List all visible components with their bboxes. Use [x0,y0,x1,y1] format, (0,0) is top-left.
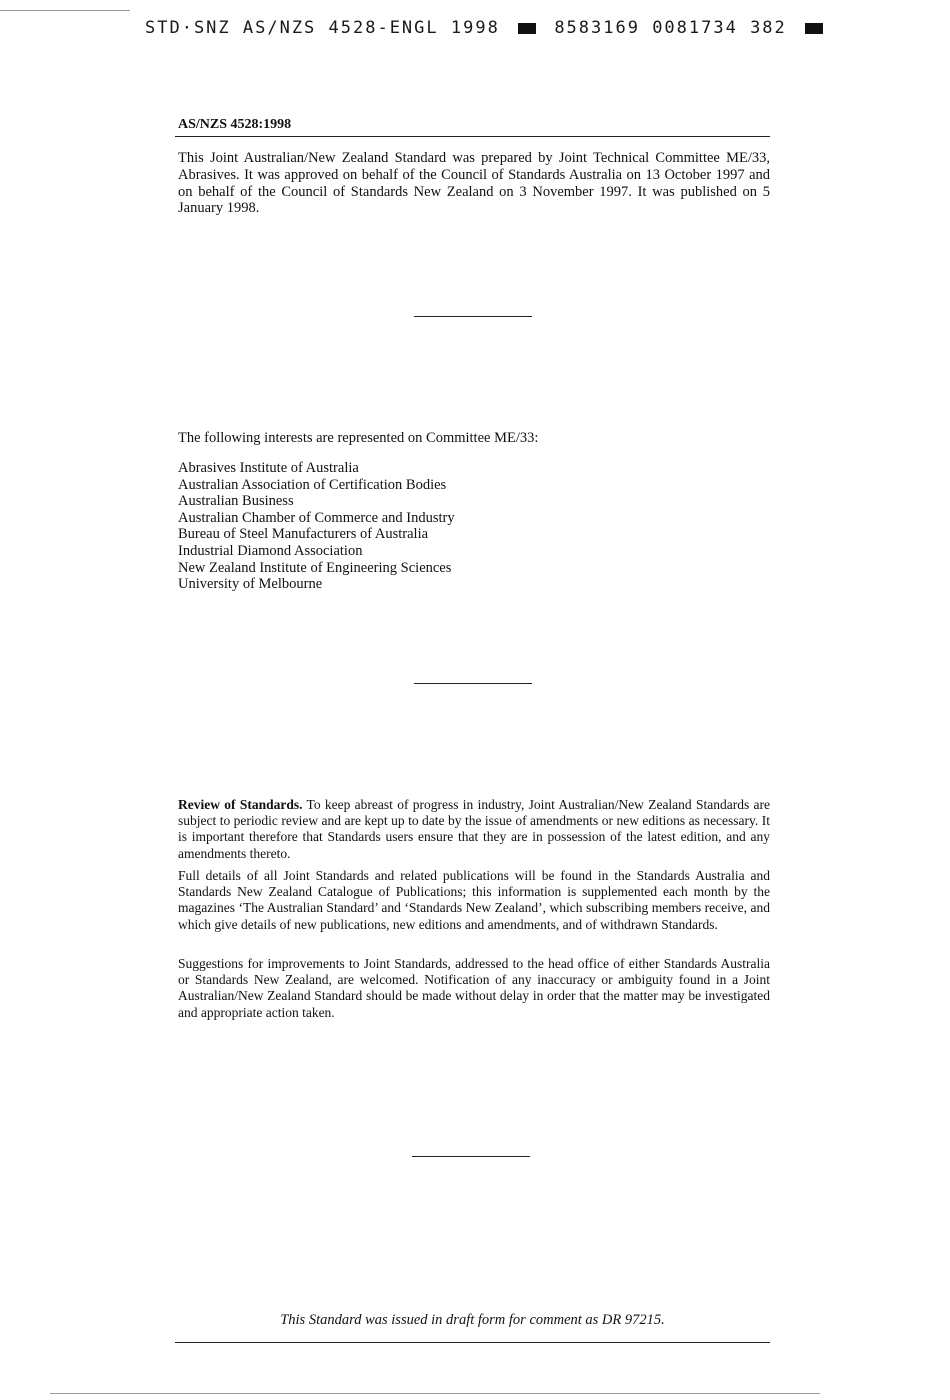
interests-list [178,460,455,593]
review-text-1: To keep abreast of progress in industry, Joint Australian/New Zealand Standards are subject to periodic review and are kept up to date by the issue of amendments or new editions as necessary. It is important therefore that Standards users ensure that they are in possession of the latest edition, and any amendments thereto. [178,797,770,861]
review-paragraph-1 [178,797,770,862]
title-divider [175,136,770,137]
review-paragraph-3: Suggestions for improvements to Joint Standards, addressed to the head office of either Standards Australia or Standards New Zealand, are welcomed. Notification of any inaccuracy or ambiguity found in a Joint Australian/New Zealand Standard should be made without delay in order that the matter may be investigated and appropriate action taken. [178,956,770,1020]
draft-note: This Standard was issued in draft form for comment as DR 97215. [280,1312,665,1328]
footer-divider [175,1342,770,1343]
list-item: Australian Chamber of Commerce and Industry [178,509,455,526]
header-code-part2: 8583169 0081734 382 [554,18,787,38]
list-item: Industrial Diamond Association [178,542,363,559]
list-item: University of Melbourne [178,576,323,593]
header-block-mark [518,23,536,34]
list-item: Bureau of Steel Manufacturers of Australia [178,526,429,543]
section-divider [414,683,532,684]
scan-artifact-top-left [0,10,130,11]
list-item: New Zealand Institute of Engineering Sciences [178,559,452,576]
section-divider [412,1156,530,1157]
list-item: Australian Association of Certification Bodies [178,476,447,493]
review-paragraph-2: Full details of all Joint Standards and related publications will be found in the Standards Australia and Standards New Zealand Catalogue of Publications; this information is supplemented each month by the magazines ‘The Australian Standard’ and ‘Standards New Zealand’, which subscribing members receive, and which give details of new publications, new editions and amendments, and of withdrawn Standards. [178,868,770,932]
header-code-part1: STD·SNZ AS/NZS 4528-ENGL 1998 [145,18,500,38]
intro-paragraph: This Joint Australian/New Zealand Standard was prepared by Joint Technical Committee ME/33, Abrasives. It was approved on behalf of the Council of Standards Australia on 13 October 1997 and on behalf of the Council of Standards New Zealand on 3 November 1997. It was published on 5 January 1998. [178,150,770,217]
review-heading: Review of Standards. [178,797,303,812]
section-divider [414,316,532,317]
standard-id: AS/NZS 4528:1998 [178,117,292,132]
document-header-code [145,18,829,38]
scan-artifact-bottom [50,1393,820,1394]
header-block-mark [805,23,823,34]
list-item: Australian Business [178,493,294,510]
list-item: Abrasives Institute of Australia [178,460,359,476]
committee-heading: The following interests are represented on Committee ME/33: [178,430,539,446]
